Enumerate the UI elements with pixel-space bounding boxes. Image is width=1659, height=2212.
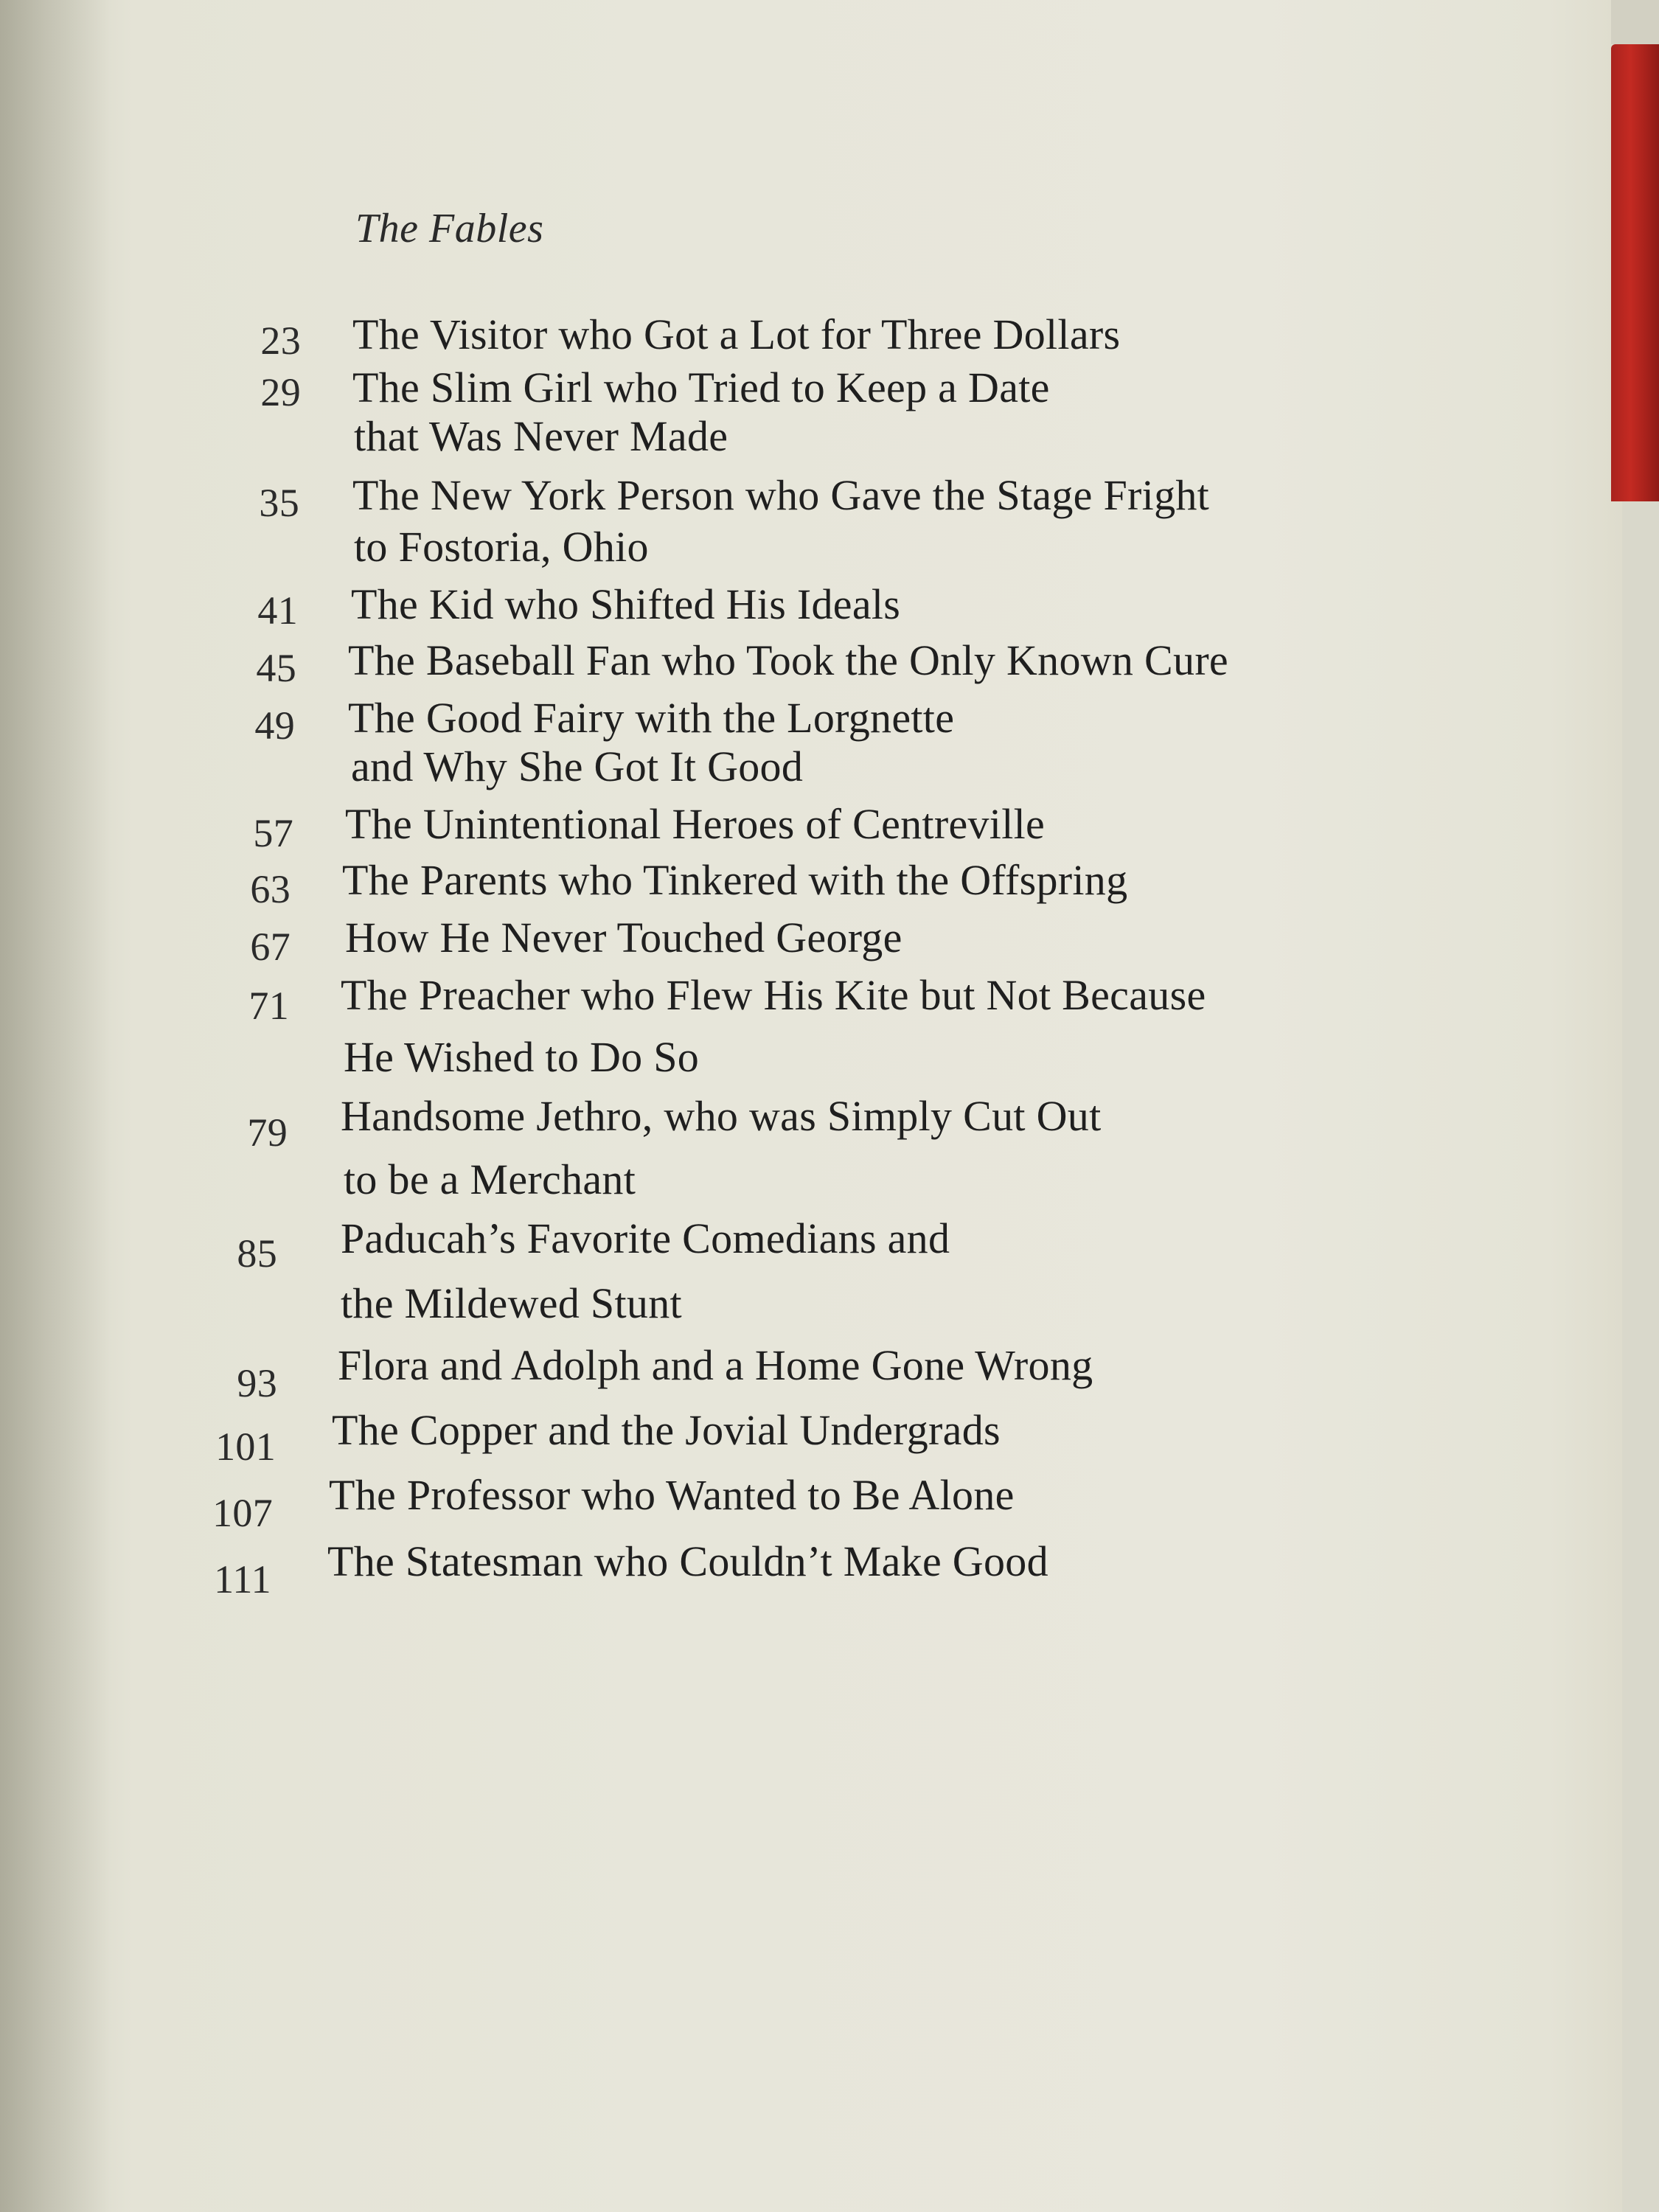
toc-title-line: The Unintentional Heroes of Centreville — [345, 800, 1046, 848]
toc-page-number: 79 — [247, 1110, 288, 1155]
toc-page-number: 41 — [257, 588, 298, 633]
toc-page-number: 49 — [254, 703, 295, 748]
toc-title-line: Handsome Jethro, who was Simply Cut Out — [341, 1092, 1102, 1140]
toc-title-line: The Professor who Wanted to Be Alone — [329, 1471, 1015, 1519]
toc-title-line: The Good Fairy with the Lorgnette — [348, 694, 955, 742]
toc-page-number: 35 — [259, 481, 299, 525]
toc-title-line: The Kid who Shifted His Ideals — [351, 580, 901, 628]
toc-title-line: The Copper and the Jovial Undergrads — [332, 1406, 1001, 1454]
toc-title-line: The Visitor who Got a Lot for Three Dollars — [352, 310, 1121, 358]
toc-title-line: The Statesman who Couldn’t Make Good — [327, 1537, 1048, 1585]
toc-page-number: 93 — [237, 1361, 277, 1405]
toc-page-number: 107 — [212, 1491, 273, 1535]
toc-title-line: Paducah’s Favorite Comedians and — [341, 1214, 950, 1262]
section-title: The Fables — [355, 206, 544, 251]
toc-title-line: The Slim Girl who Tried to Keep a Date — [352, 364, 1050, 411]
toc-page-number: 71 — [248, 984, 289, 1028]
toc-page-number: 101 — [215, 1425, 276, 1469]
toc-title-line: and Why She Got It Good — [351, 742, 804, 790]
toc-page-number: 23 — [260, 319, 301, 363]
toc-page-number: 111 — [214, 1557, 271, 1601]
toc-title-line: The Parents who Tinkered with the Offspring — [342, 856, 1128, 904]
toc-title-line: He Wished to Do So — [344, 1033, 700, 1081]
toc-page-number: 85 — [237, 1231, 277, 1276]
toc-title-line: Flora and Adolph and a Home Gone Wrong — [338, 1341, 1093, 1389]
toc-title-line: the Mildewed Stunt — [341, 1279, 682, 1327]
toc-title-line: that Was Never Made — [354, 412, 728, 460]
toc-title-line: The Preacher who Flew His Kite but Not Because — [341, 971, 1206, 1019]
toc-title-line: to be a Merchant — [344, 1155, 636, 1203]
toc-title-line: The Baseball Fan who Took the Only Known Cure — [348, 636, 1228, 684]
toc-page-number: 67 — [250, 925, 291, 969]
toc-title-line: How He Never Touched George — [345, 914, 902, 961]
toc-page-number: 57 — [253, 811, 293, 855]
toc-title-line: to Fostoria, Ohio — [354, 523, 649, 571]
toc-page-number: 29 — [260, 370, 301, 414]
toc-title-line: The New York Person who Gave the Stage Fright — [352, 471, 1210, 519]
toc-page-number: 45 — [256, 646, 296, 690]
toc-page-number: 63 — [250, 867, 291, 911]
